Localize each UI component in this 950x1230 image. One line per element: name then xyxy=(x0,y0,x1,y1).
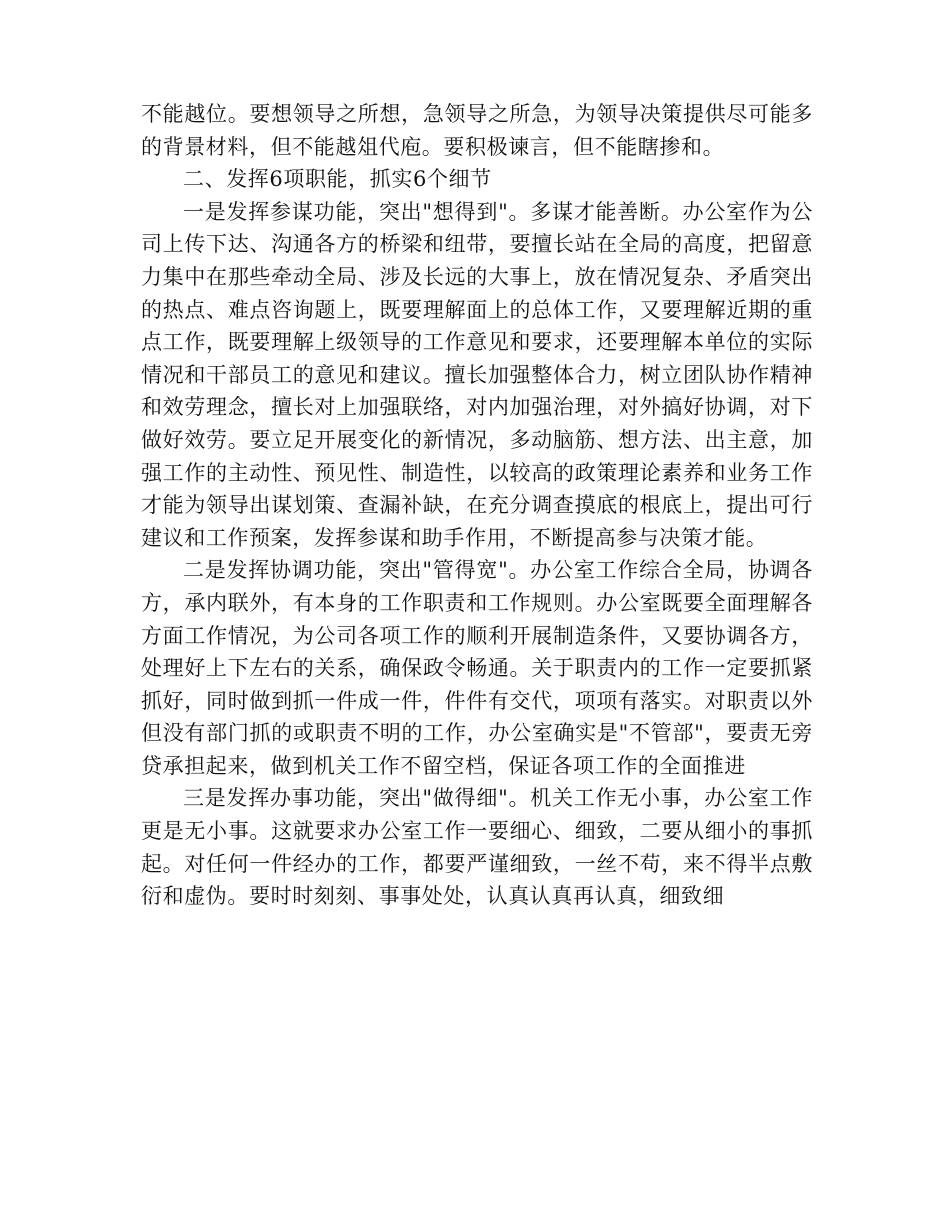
section-heading: 二、发挥6项职能，抓实6个细节 xyxy=(183,167,492,192)
paragraph-continuation: 不能越位。要想领导之所想，急领导之所急，为领导决策提供尽可能多的背景材料，但不能越俎代庖。要积极谏言，但不能瞎掺和。 xyxy=(141,102,813,159)
paragraph-service-function: 三是发挥办事功能，突出"做得细"。机关工作无小事，办公室工作更是无小事。这就要求办公室工作一要细心、细致，二要从细小的事抓起。对任何一件经办的工作，都要严谨细致，一丝不苟，来不得半点敷衍和虚伪。要时时刻刻、事事处处，认真认真再认真，细致细 xyxy=(141,786,813,909)
paragraph-coordination-function: 二是发挥协调功能，突出"管得宽"。办公室工作综合全局，协调各方，承内联外，有本身的工作职责和工作规则。办公室既要全面理解各方面工作情况，为公司各项工作的顺利开展制造条件，又要协调各方，处理好上下左右的关系，确保政令畅通。关于职责内的工作一定要抓紧抓好，同时做到抓一件成一件，件件有交代，项项有落实。对职责以外但没有部门抓的或职责不明的工作，办公室确实是"不管部"，要责无旁贷承担起来，做到机关工作不留空档，保证各项工作的全面推进 xyxy=(141,558,813,778)
document-body xyxy=(141,98,813,913)
paragraph-advisory-function: 一是发挥参谋功能，突出"想得到"。多谋才能善断。办公室作为公司上传下达、沟通各方的桥梁和纽带，要擅长站在全局的高度，把留意力集中在那些牵动全局、涉及长远的大事上，放在情况复杂、矛盾突出的热点、难点咨询题上，既要理解面上的总体工作，又要理解近期的重点工作，既要理解上级领导的工作意见和要求，还要理解本单位的实际情况和干部员工的意见和建议。擅长加强整体合力，树立团队协作精神和效劳理念，擅长对上加强联络，对内加强治理，对外搞好协调，对下做好效劳。要立足开展变化的新情况，多动脑筋、想方法、出主意，加强工作的主动性、预见性、制造性，以较高的政策理论素养和业务工作才能为领导出谋划策、查漏补缺，在充分调查摸底的根底上，提出可行建议和工作预案，发挥参谋和助手作用，不断提高参与决策才能。 xyxy=(141,199,813,550)
